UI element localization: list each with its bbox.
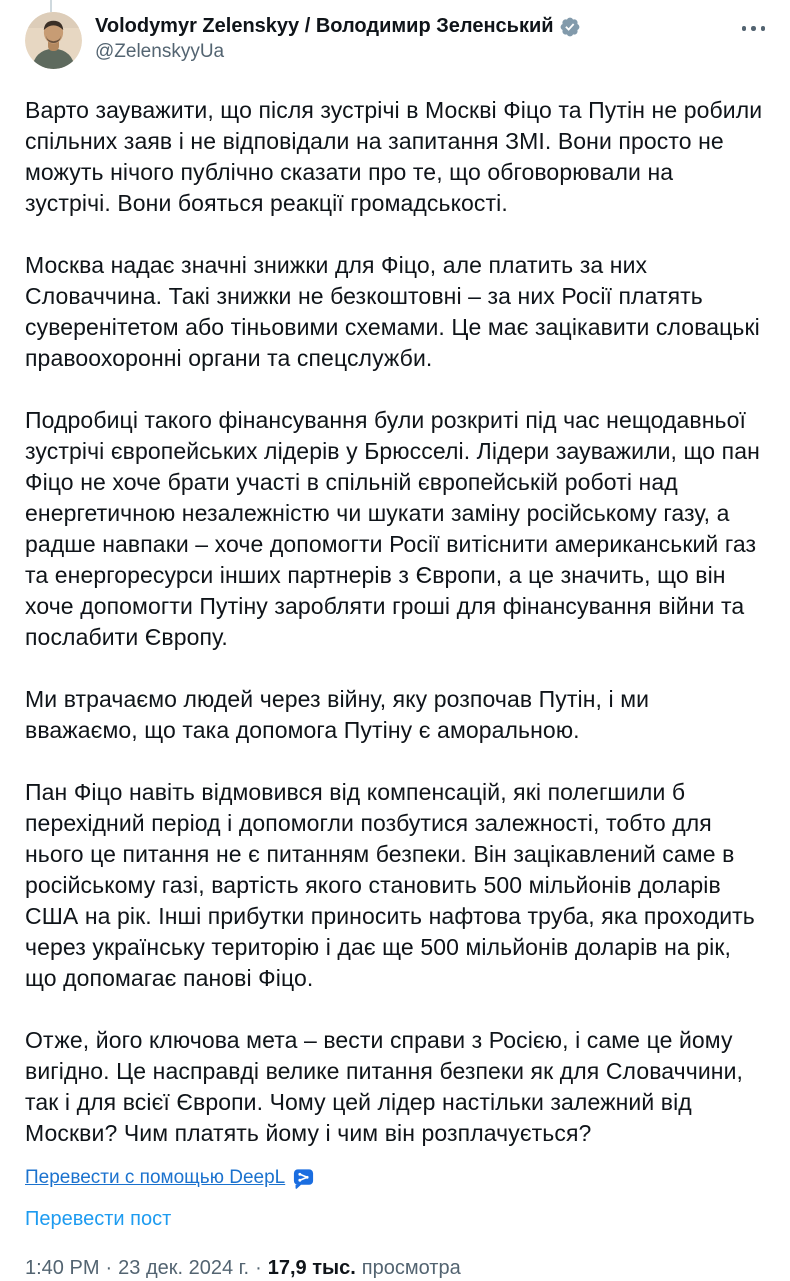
tweet-paragraph: Ми втрачаємо людей через війну, яку розпочав Путін, і ми вважаємо, що така допомога Путіну є аморальною. — [25, 686, 650, 743]
display-name[interactable]: Volodymyr Zelenskyy / Володимир Зеленський — [95, 15, 554, 37]
avatar-image — [25, 12, 82, 69]
timestamp-row — [25, 1256, 765, 1281]
views-label: просмотра — [361, 1257, 461, 1279]
tweet-paragraph: Москва надає значні знижки для Фіцо, але платить за них Словаччина. Такі знижки не безкоштовні – за них Росії платять суверенітетом або тіньовими схемами. Це має зацікавити словацькі правоохоронні органи та спецслужби. — [25, 252, 760, 371]
more-dot-icon — [761, 26, 766, 31]
post-date: 23 дек. 2024 г. — [118, 1257, 250, 1279]
tweet-paragraph: Пан Фіцо навіть відмовився від компенсацій, які полегшили б перехідний період і допомогли позбутися залежності, тобто для нього це питання не є питанням безпеки. Він зацікавлений саме в російському газі, вартість якого становить 500 мільйонів доларів США на рік. Інші прибутки приносить нафтова труба, яка проходить через українську територію і дає ще 500 мільйонів доларів на рік, що допомагає панові Фіцо. — [25, 779, 755, 991]
user-identity — [95, 12, 734, 64]
deepl-translate-row — [25, 1166, 765, 1190]
separator-dot: · — [105, 1257, 113, 1279]
deepl-logo-icon[interactable] — [292, 1167, 315, 1190]
views-count: 17,9 тыс. — [267, 1257, 356, 1279]
tweet-header — [25, 0, 765, 69]
tweet-text — [25, 95, 765, 1149]
deepl-translate-link[interactable]: Перевести с помощью DeepL — [25, 1167, 286, 1188]
tweet-paragraph: Отже, його ключова мета – вести справи з Росією, і саме це йому вигідно. Це насправді велике питання безпеки як для Словаччини, так і для всієї Європи. Чому цей лідер настільки залежний від Москви? Чим платять йому і чим він розплачується? — [25, 1027, 744, 1146]
thread-connector-line — [50, 0, 52, 12]
user-handle[interactable]: @ZelenskyyUa — [95, 41, 225, 62]
tweet-paragraph: Варто зауважити, що після зустрічі в Москві Фіцо та Путін не робили спільних заяв і не відповідали на запитання ЗМІ. Вони просто не можуть нічого публічно сказати про те, що обговорювали на зустрічі. Вони бояться реакції громадськості. — [25, 97, 763, 216]
avatar[interactable] — [25, 12, 82, 69]
verified-badge-icon — [559, 16, 581, 38]
more-dot-icon — [742, 26, 747, 31]
more-options-button[interactable] — [734, 12, 766, 31]
more-dot-icon — [751, 26, 756, 31]
translate-post-link[interactable]: Перевести пост — [25, 1208, 172, 1230]
post-time: 1:40 PM — [25, 1257, 100, 1279]
tweet-paragraph: Подробиці такого фінансування були розкриті під час нещодавньої зустрічі європейських лідерів у Брюсселі. Лідери зауважили, що пан Фіцо не хоче брати участі в спільній європейській роботі над енергетичною незалежністю чи шукати заміну російському газу, а радше навпаки – хоче допомогти Росії витіснити американський газ та енергоресурси інших партнерів з Європи, а це значить, що він хоче допомогти Путіну заробляти гроші для фінансування війни та послабити Європу. — [25, 407, 760, 650]
separator-dot: · — [255, 1257, 262, 1279]
